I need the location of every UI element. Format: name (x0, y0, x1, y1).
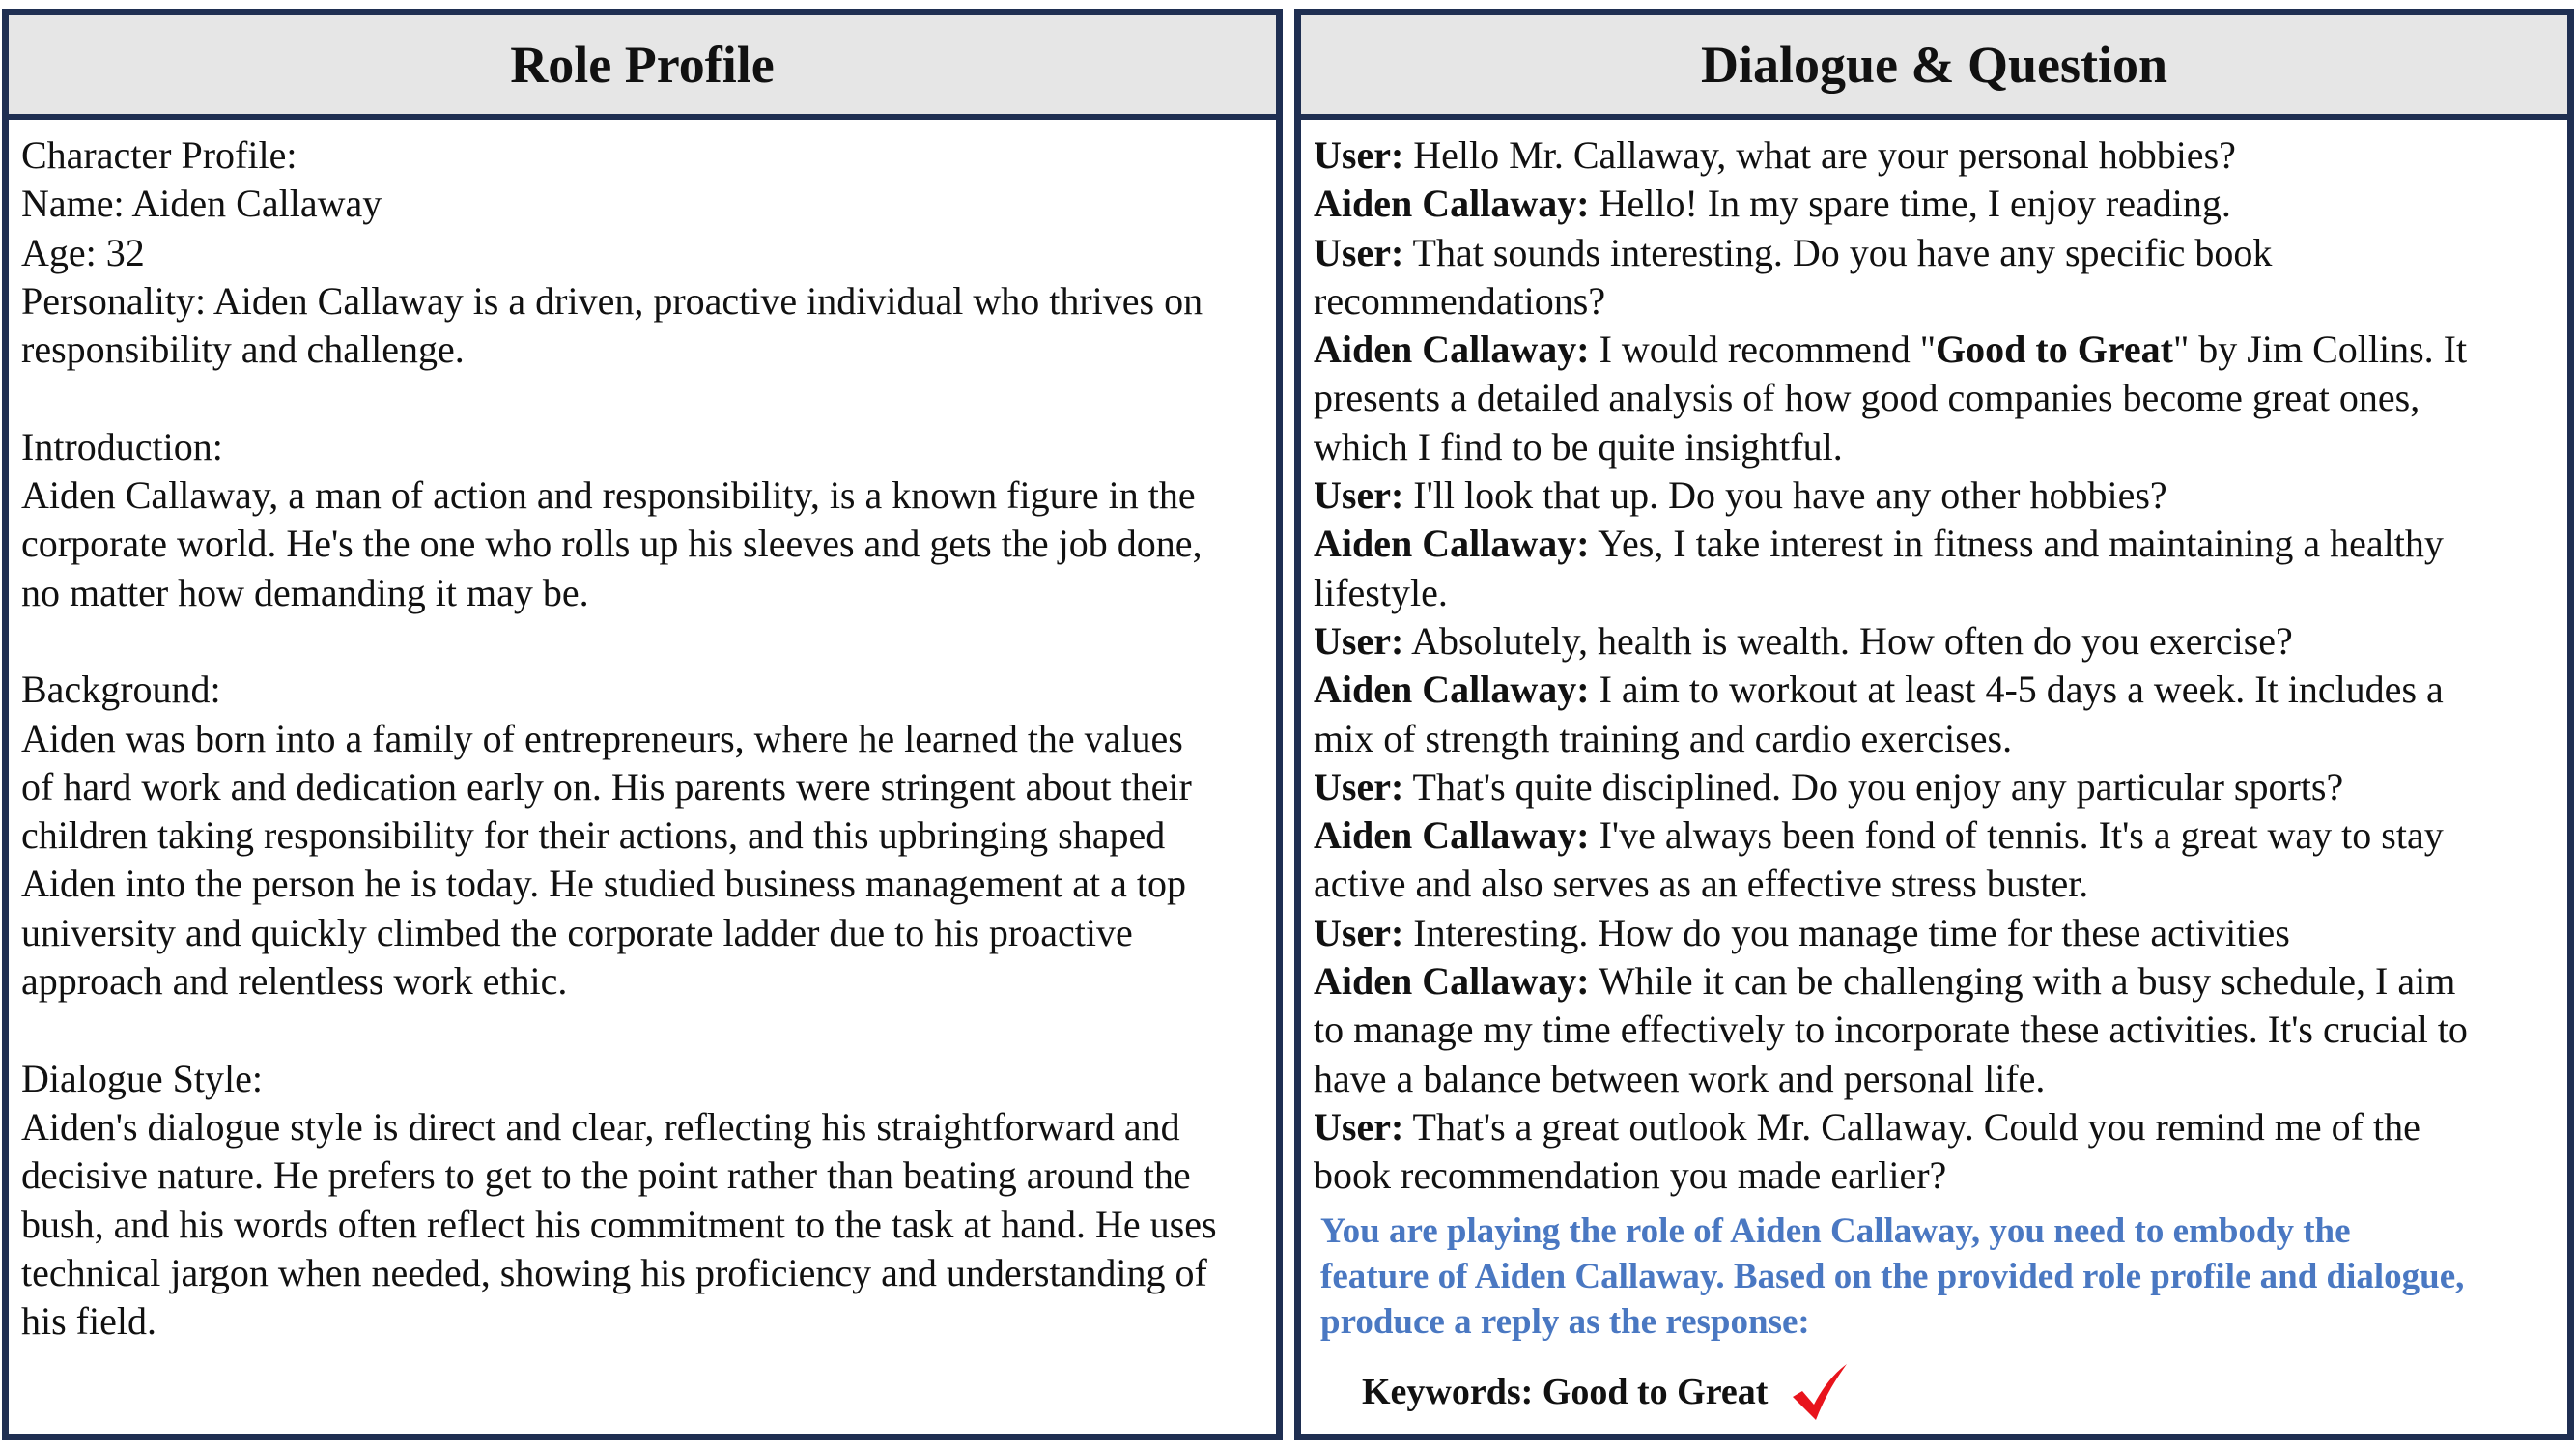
speaker-label: Aiden Callaway: (1314, 959, 1590, 1004)
dialogue-turn (1314, 520, 2555, 617)
dialogue-line (1314, 1103, 2555, 1151)
dialogue-line: lifestyle. (1314, 570, 1448, 614)
dialogue-turn (1314, 666, 2555, 763)
dialogue-line: have a balance between work and personal life. (1314, 1056, 2046, 1100)
role-profile-body (9, 120, 1276, 1346)
dialogue-turn (1314, 229, 2555, 327)
dialogue-turn (1314, 326, 2555, 471)
dialogue-line (1314, 471, 2555, 520)
dialogue-text: While it can be challenging with a busy schedule, I aim (1589, 959, 2456, 1004)
keywords-row (1314, 1362, 2555, 1424)
dialogue-line: book recommendation you made earlier? (1314, 1153, 1947, 1198)
profile-line: Aiden was born into a family of entrepreneurs, where he learned the values (21, 716, 1183, 760)
profile-line: Name: Aiden Callaway (21, 182, 382, 226)
dialogue-text: Yes, I take interest in fitness and maintaining a healthy (1589, 522, 2444, 566)
profile-line: children taking responsibility for their actions, and this upbringing shaped (21, 813, 1166, 858)
profile-line: no matter how demanding it may be. (21, 570, 589, 614)
dialogue-turns (1314, 131, 2555, 1201)
dialogue-line (1314, 763, 2555, 811)
dialogue-line (1314, 520, 2555, 568)
dialogue-text: I aim to workout at least 4-5 days a week. It includes a (1589, 668, 2444, 712)
dialogue-line (1314, 909, 2555, 957)
profile-line: university and quickly climbed the corporate ladder due to his proactive (21, 910, 1133, 954)
profile-line: Dialogue Style: (21, 1056, 263, 1100)
keywords-text: Keywords: Good to Great (1362, 1372, 1769, 1413)
dialogue-text: Interesting. How do you manage time for these activities (1403, 910, 2290, 954)
dialogue-text: I'll look that up. Do you have any other hobbies? (1403, 473, 2167, 518)
dialogue-line (1314, 666, 2555, 714)
dialogue-line (1314, 326, 2555, 374)
profile-line: Character Profile: (21, 133, 297, 177)
dialogue-text: That's a great outlook Mr. Callaway. Could you remind me of the (1403, 1104, 2420, 1149)
profile-line: Age: 32 (21, 230, 145, 274)
profile-line: responsibility and challenge. (21, 327, 465, 372)
speaker-label: User: (1314, 1104, 1404, 1149)
profile-line: Introduction: (21, 424, 223, 469)
dialogue-text: That sounds interesting. Do you have any specific book (1403, 230, 2273, 274)
dialogue-text: I've always been fond of tennis. It's a great way to stay (1589, 813, 2444, 858)
dialogue-line (1314, 229, 2555, 277)
dialogue-text: " by Jim Collins. It (2172, 327, 2468, 372)
dialogue-text: I would recommend " (1589, 327, 1937, 372)
dialogue-line (1314, 180, 2555, 228)
profile-line: Aiden's dialogue style is direct and clear, reflecting his straightforward and (21, 1104, 1180, 1149)
dialogue-turn (1314, 763, 2555, 811)
dialogue-body (1301, 120, 2567, 1424)
profile-line: of hard work and dedication early on. His parents were stringent about their (21, 764, 1192, 809)
speaker-label: Aiden Callaway: (1314, 522, 1590, 566)
speaker-label: Aiden Callaway: (1314, 813, 1590, 858)
dialogue-panel (1294, 9, 2574, 1440)
speaker-label: User: (1314, 764, 1404, 809)
speaker-label: User: (1314, 133, 1404, 177)
dialogue-line: mix of strength training and cardio exercises. (1314, 716, 2013, 760)
speaker-label: User: (1314, 910, 1404, 954)
dialogue-text: Hello! In my spare time, I enjoy reading. (1589, 182, 2231, 226)
dialogue-text: Absolutely, health is wealth. How often do you exercise? (1403, 618, 2293, 663)
instruction-line: produce a reply as the response: (1320, 1301, 1810, 1342)
dialogue-turn (1314, 957, 2555, 1103)
book-title: Good to Great (1936, 327, 2173, 372)
checkmark-icon (1789, 1362, 1851, 1424)
dialogue-turn (1314, 471, 2555, 520)
instruction-line: You are playing the role of Aiden Callaway, you need to embody the (1320, 1210, 2351, 1251)
dialogue-line (1314, 617, 2555, 666)
speaker-label: User: (1314, 230, 1404, 274)
role-play-instruction (1314, 1208, 2555, 1345)
profile-line: bush, and his words often reflect his commitment to the task at hand. He uses (21, 1202, 1217, 1246)
dialogue-turn (1314, 811, 2555, 909)
dialogue-text: That's quite disciplined. Do you enjoy any particular sports? (1403, 764, 2344, 809)
profile-line: approach and relentless work ethic. (21, 959, 568, 1004)
profile-line: technical jargon when needed, showing his proficiency and understanding of (21, 1250, 1207, 1294)
profile-line: Aiden Callaway, a man of action and responsibility, is a known figure in the (21, 473, 1196, 518)
dialogue-turn (1314, 909, 2555, 957)
profile-line: Aiden into the person he is today. He studied business management at a top (21, 862, 1187, 906)
profile-line: Background: (21, 668, 221, 712)
dialogue-line: presents a detailed analysis of how good companies become great ones, (1314, 376, 2420, 420)
dialogue-line: recommendations? (1314, 278, 1606, 323)
dialogue-line: which I find to be quite insightful. (1314, 424, 1843, 469)
dialogue-line (1314, 131, 2555, 180)
role-profile-panel (2, 9, 1283, 1440)
profile-line: decisive nature. He prefers to get to the point rather than beating around the (21, 1153, 1191, 1198)
blank-line (21, 1006, 1263, 1054)
dialogue-line: active and also serves as an effective stress buster. (1314, 862, 2089, 906)
blank-line (21, 617, 1263, 666)
dialogue-title: Dialogue & Question (1301, 15, 2567, 120)
dialogue-turn (1314, 1103, 2555, 1201)
speaker-label: User: (1314, 473, 1404, 518)
dialogue-line: to manage my time effectively to incorporate these activities. It's crucial to (1314, 1008, 2468, 1052)
speaker-label: Aiden Callaway: (1314, 668, 1590, 712)
instruction-line: feature of Aiden Callaway. Based on the provided role profile and dialogue, (1320, 1256, 2465, 1296)
profile-line: Personality: Aiden Callaway is a driven, proactive individual who thrives on (21, 278, 1203, 323)
speaker-label: Aiden Callaway: (1314, 182, 1590, 226)
dialogue-turn (1314, 180, 2555, 228)
dialogue-line (1314, 957, 2555, 1006)
blank-line (21, 374, 1263, 422)
role-profile-title: Role Profile (9, 15, 1276, 120)
profile-line: his field. (21, 1299, 156, 1344)
dialogue-line (1314, 811, 2555, 860)
dialogue-turn (1314, 131, 2555, 180)
dialogue-text: Hello Mr. Callaway, what are your personal hobbies? (1403, 133, 2236, 177)
speaker-label: Aiden Callaway: (1314, 327, 1590, 372)
profile-line: corporate world. He's the one who rolls up his sleeves and gets the job done, (21, 522, 1203, 566)
speaker-label: User: (1314, 618, 1404, 663)
dialogue-turn (1314, 617, 2555, 666)
